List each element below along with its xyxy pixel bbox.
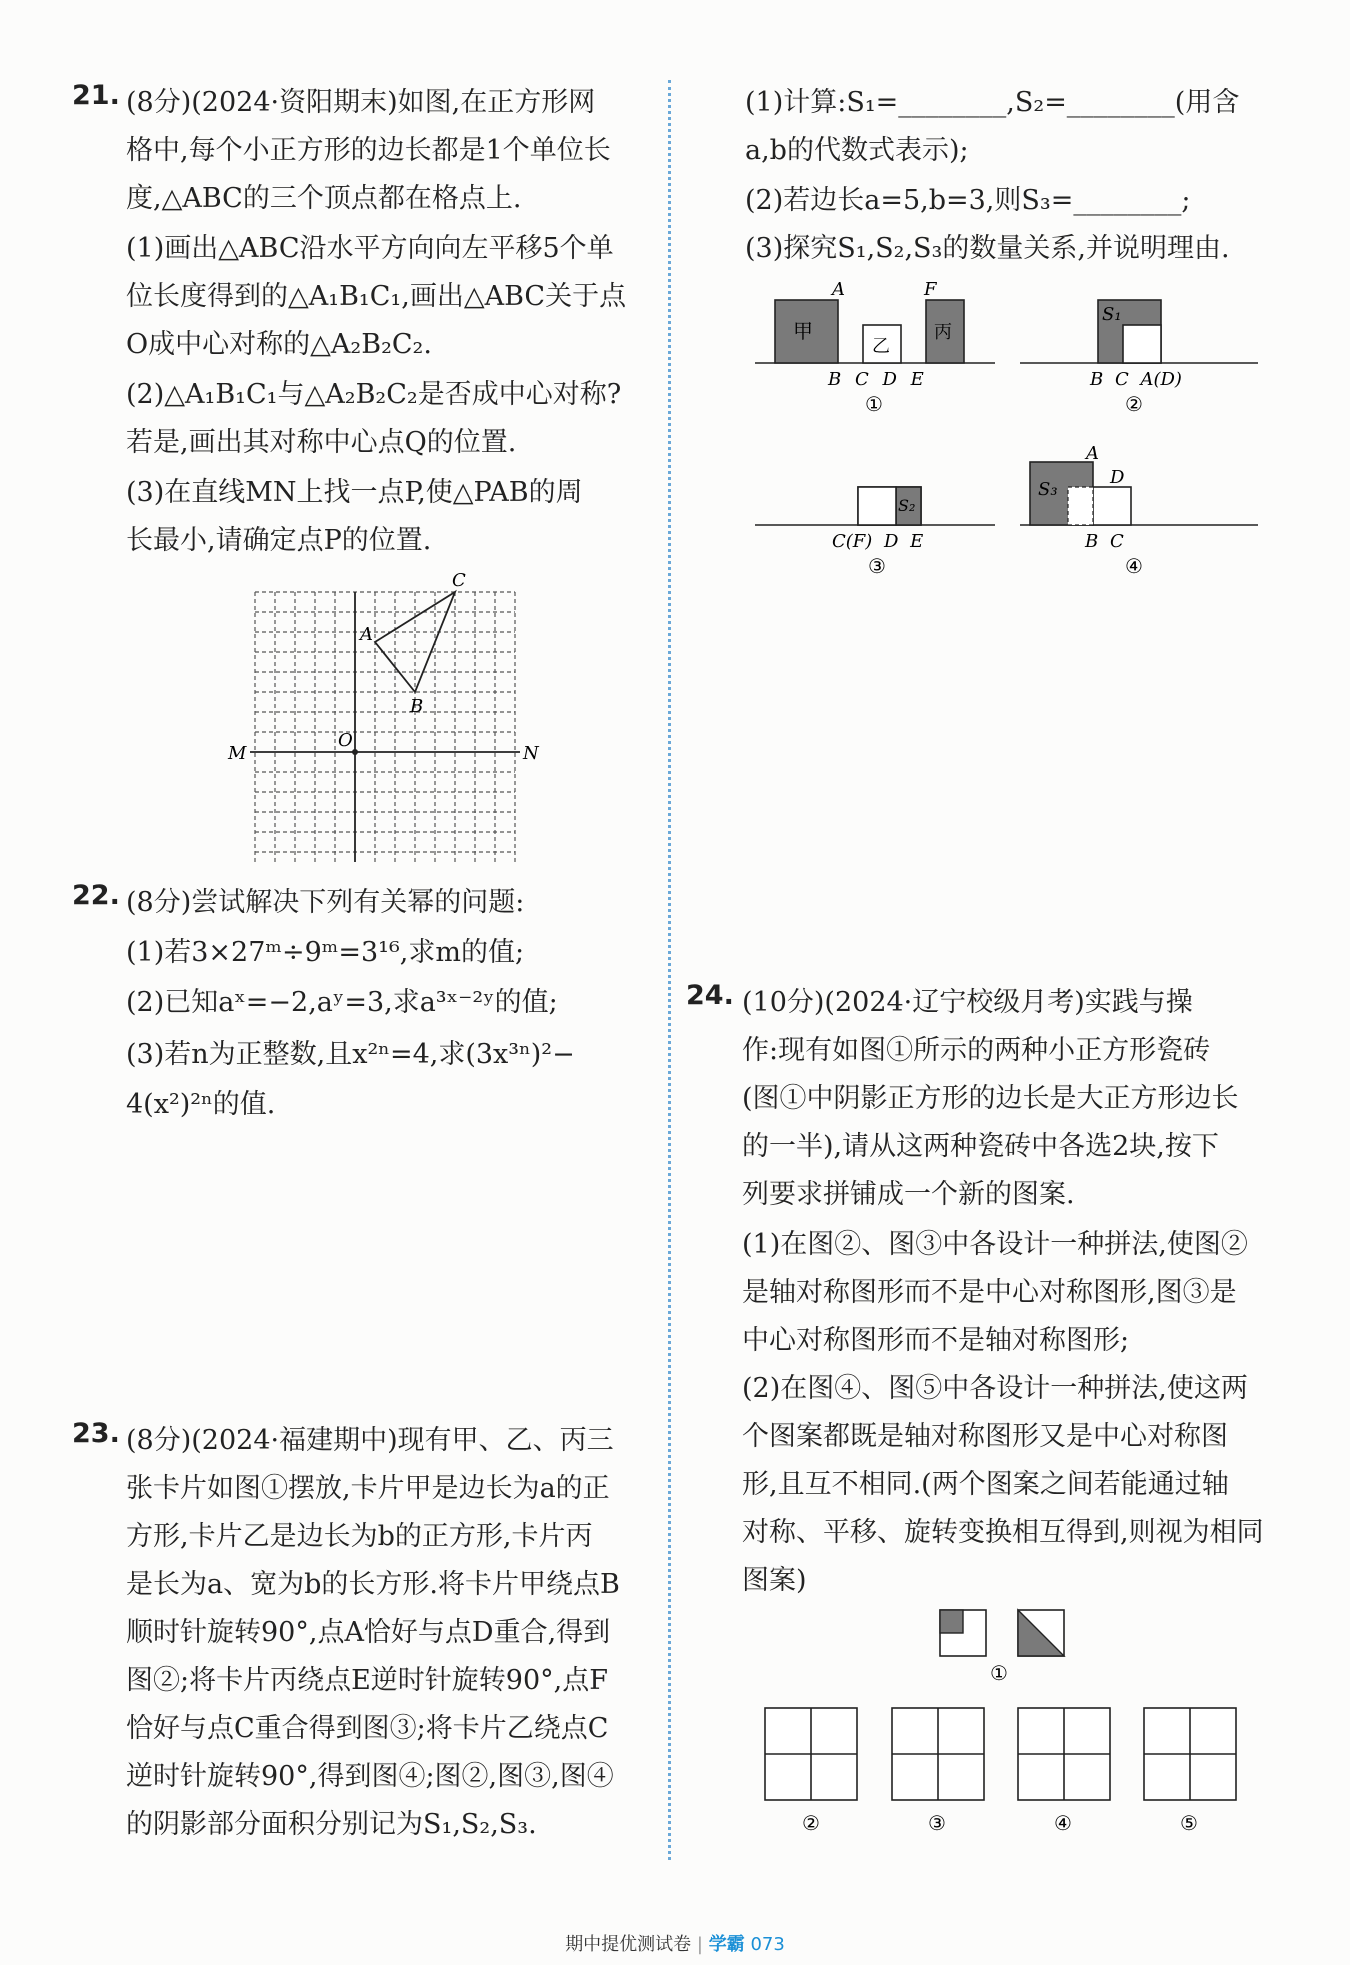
- question-text-line: 格中,每个小正方形的边长都是1个单位长: [126, 135, 611, 166]
- question-text-line: 个图案都既是轴对称图形又是中心对称图: [742, 1421, 1228, 1452]
- question-number: 21.: [72, 80, 120, 111]
- svg-text:乙: 乙: [872, 336, 890, 357]
- svg-text:S₃: S₃: [1038, 479, 1058, 500]
- question-text-line: (1)若3×27ᵐ÷9ᵐ=3¹⁶,求m的值;: [126, 937, 525, 968]
- question-text-line: 若是,画出其对称中心点Q的位置.: [126, 427, 517, 458]
- svg-text:F: F: [924, 279, 937, 300]
- tiles-figure: [750, 1600, 1270, 1850]
- svg-text:①: ①: [990, 1661, 1008, 1685]
- grid-figure: [220, 570, 540, 870]
- question-text-line: (图①中阴影正方形的边长是大正方形边长: [742, 1083, 1239, 1114]
- question-text-line: 列要求拼铺成一个新的图案.: [742, 1179, 1075, 1210]
- question-text-line: 对称、平移、旋转变换相互得到,则视为相同: [742, 1517, 1264, 1548]
- svg-text:④: ④: [1054, 1811, 1072, 1835]
- question-text-line: 恰好与点C重合得到图③;将卡片乙绕点C: [126, 1713, 609, 1744]
- svg-text:⑤: ⑤: [1180, 1811, 1198, 1835]
- svg-text:A: A: [832, 279, 845, 300]
- question-text-line: (8分)(2024·福建期中)现有甲、乙、丙三: [126, 1425, 614, 1456]
- svg-text:B C: B C: [1085, 531, 1124, 552]
- question-text-line: (2)△A₁B₁C₁与△A₂B₂C₂是否成中心对称?: [126, 379, 622, 410]
- question-text-line: (10分)(2024·辽宁校级月考)实践与操: [742, 987, 1193, 1018]
- question-text-line: (3)在直线MN上找一点P,使△PAB的周: [126, 477, 583, 508]
- svg-text:甲: 甲: [793, 319, 813, 343]
- question-text-line: 方形,卡片乙是边长为b的正方形,卡片丙: [126, 1521, 593, 1552]
- svg-text:A: A: [1086, 443, 1099, 464]
- question-text-line: (3)若n为正整数,且x²ⁿ=4,求(3x³ⁿ)²−: [126, 1039, 575, 1070]
- svg-text:B C D E: B C D E: [828, 369, 924, 390]
- page-number: 073: [750, 1934, 785, 1955]
- question-text-line: (3)探究S₁,S₂,S₃的数量关系,并说明理由.: [745, 233, 1230, 264]
- question-text-line: 是轴对称图形而不是中心对称图形,图③是: [742, 1277, 1237, 1308]
- label-c: C: [452, 570, 466, 591]
- svg-text:①: ①: [865, 392, 883, 416]
- question-number: 23.: [72, 1418, 120, 1449]
- question-text-line: 图②;将卡片丙绕点E逆时针旋转90°,点F: [126, 1665, 608, 1696]
- footer-title: 期中提优测试卷: [565, 1934, 692, 1955]
- question-text-line: (1)画出△ABC沿水平方向向左平移5个单: [126, 233, 614, 264]
- svg-text:④: ④: [1125, 554, 1143, 578]
- question-text-line: (8分)尝试解决下列有关幂的问题:: [126, 887, 525, 918]
- question-text-line: 作:现有如图①所示的两种小正方形瓷砖: [742, 1035, 1211, 1066]
- label-o: O: [338, 730, 353, 751]
- svg-text:②: ②: [1125, 392, 1143, 416]
- question-text-line: 位长度得到的△A₁B₁C₁,画出△ABC关于点: [126, 281, 627, 312]
- question-text-line: (1)计算:S₁=________,S₂=________(用含: [745, 87, 1240, 118]
- page-footer: 期中提优测试卷 | 学霸 073: [565, 1934, 785, 1955]
- question-number: 22.: [72, 880, 120, 911]
- question-text-line: 逆时针旋转90°,得到图④;图②,图③,图④: [126, 1761, 614, 1792]
- question-text-line: 是长为a、宽为b的长方形.将卡片甲绕点B: [126, 1569, 620, 1600]
- point-o: [352, 749, 358, 755]
- label-b: B: [410, 696, 424, 717]
- column-divider: [668, 80, 671, 1860]
- svg-text:③: ③: [868, 554, 886, 578]
- question-text-line: 图案): [742, 1565, 807, 1596]
- cards-figure: [750, 275, 1270, 595]
- question-text-line: 张卡片如图①摆放,卡片甲是边长为a的正: [126, 1473, 610, 1504]
- question-text-line: 的一半),请从这两种瓷砖中各选2块,按下: [742, 1131, 1219, 1162]
- label-n: N: [523, 743, 539, 764]
- question-text-line: 顺时针旋转90°,点A恰好与点D重合,得到: [126, 1617, 611, 1648]
- question-text-line: (1)在图②、图③中各设计一种拼法,使图②: [742, 1229, 1248, 1260]
- svg-text:③: ③: [928, 1811, 946, 1835]
- label-m: M: [228, 743, 247, 764]
- svg-text:C(F) D E: C(F) D E: [832, 531, 924, 552]
- svg-text:D: D: [1110, 467, 1125, 488]
- question-text-line: (2)已知aˣ=−2,aʸ=3,求a³ˣ⁻²ʸ的值;: [126, 987, 558, 1018]
- question-text-line: O成中心对称的△A₂B₂C₂.: [126, 329, 432, 360]
- question-text-line: a,b的代数式表示);: [745, 135, 969, 166]
- svg-text:B C A(D): B C A(D): [1090, 369, 1182, 390]
- svg-text:S₂: S₂: [898, 496, 916, 515]
- question-text-line: 形,且互不相同.(两个图案之间若能通过轴: [742, 1469, 1229, 1500]
- question-number: 24.: [686, 980, 734, 1011]
- question-text-line: (2)若边长a=5,b=3,则S₃=________;: [745, 185, 1191, 216]
- svg-text:②: ②: [802, 1811, 820, 1835]
- question-text-line: (8分)(2024·资阳期末)如图,在正方形网: [126, 87, 596, 118]
- question-text-line: 长最小,请确定点P的位置.: [126, 525, 432, 556]
- question-text-line: 的阴影部分面积分别记为S₁,S₂,S₃.: [126, 1809, 537, 1840]
- question-text-line: 4(x²)²ⁿ的值.: [126, 1089, 276, 1120]
- question-text-line: 中心对称图形而不是轴对称图形;: [742, 1325, 1130, 1356]
- label-a: A: [360, 624, 373, 645]
- footer-brand: 学霸: [708, 1934, 745, 1955]
- question-text-line: 度,△ABC的三个顶点都在格点上.: [126, 183, 522, 214]
- svg-text:S₁: S₁: [1102, 304, 1122, 325]
- svg-text:丙: 丙: [934, 322, 952, 343]
- question-text-line: (2)在图④、图⑤中各设计一种拼法,使这两: [742, 1373, 1248, 1404]
